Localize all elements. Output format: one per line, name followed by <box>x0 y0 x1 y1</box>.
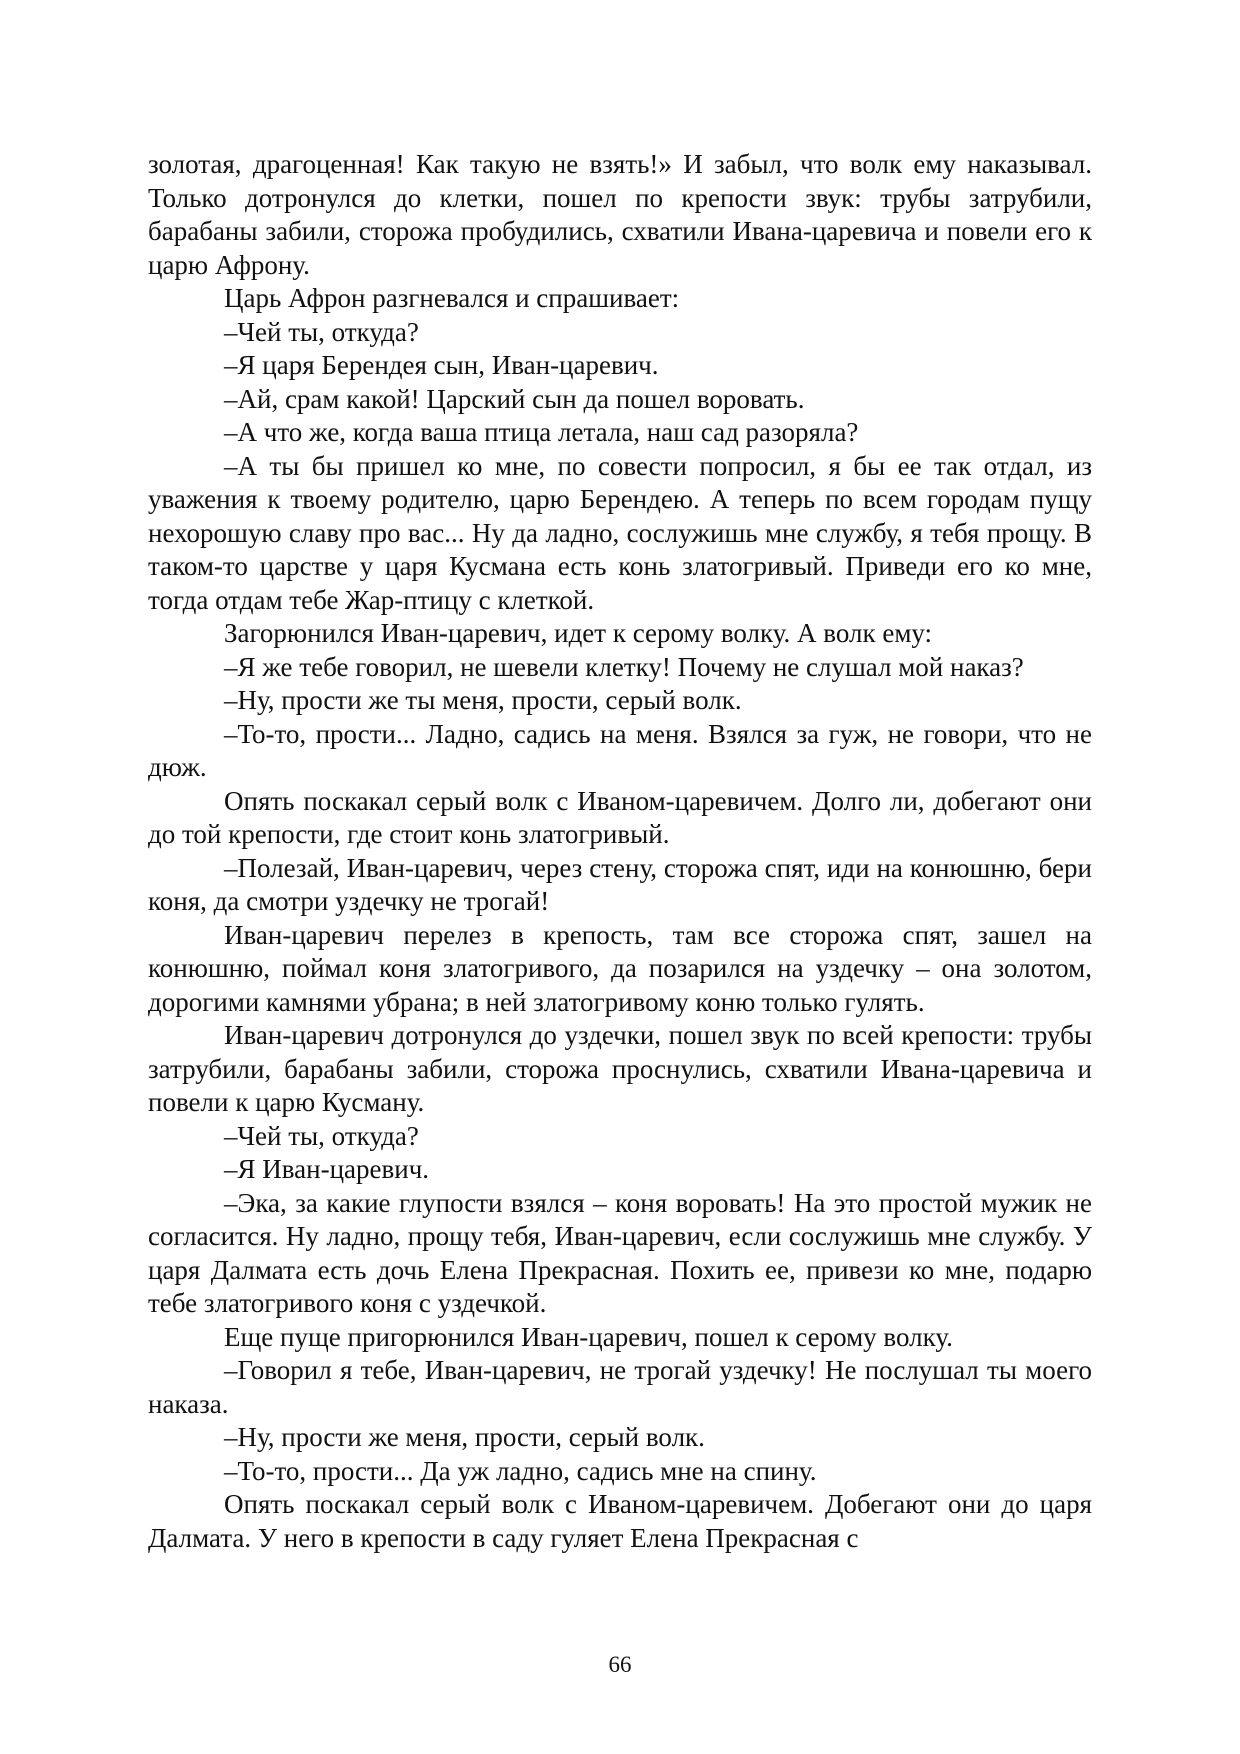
paragraph: –Ай, срам какой! Царский сын да пошел воровать. <box>224 383 805 414</box>
paragraph: Загорюнился Иван-царевич, идет к серому волку. А волк ему: <box>224 618 933 648</box>
paragraph: –Полезай, Иван-царевич, через стену, сторожа спят, иди на конюшню, бери коня, да смотри уздечку не трогай! <box>148 852 1092 916</box>
paragraph: –Я же тебе говорил, не шевели клетку! Почему не слушал мой наказ? <box>224 651 1024 682</box>
paragraph: Царь Афрон разгневался и спрашивает: <box>224 283 680 313</box>
paragraph: –Чей ты, откуда? <box>224 1120 419 1151</box>
paragraph: –Чей ты, откуда? <box>224 316 419 347</box>
paragraph: –А что же, когда ваша птица летала, наш сад разоряла? <box>224 417 859 447</box>
paragraph: –А ты бы пришел ко мне, по совести попросил, я бы ее так отдал, из уважения к твоему родителю, царю Берендею. А теперь по всем городам пущу нехорошую славу про вас... Ну да ладно, сослужишь мне службу, я тебя прощу. В таком-то царстве у царя Кусмана есть конь златогривый. Приведи его ко мне, тогда отдам тебе Жар-птицу с клеткой. <box>148 450 1092 615</box>
paragraph: –Эка, за какие глупости взялся – коня воровать! На это простой мужик не согласится. Ну ладно, прощу тебя, Иван-царевич, если сослужишь мне службу. У царя Далмата есть дочь Елена Прекрасная. Похить ее, привези ко мне, подарю тебе златогривого коня с уздечкой. <box>148 1187 1092 1318</box>
paragraph: –Я Иван-царевич. <box>224 1154 430 1184</box>
paragraph: Иван-царевич перелез в крепость, там все сторожа спят, зашел на конюшню, поймал коня златогривого, да позарился на уздечку – она золотом, дорогими камнями убрана; в ней златогривому коню только гулять. <box>148 919 1092 1017</box>
paragraph: Иван-царевич дотронулся до уздечки, пошел звук по всей крепости: трубы затрубили, барабаны забили, сторожа проснулись, схватили Ивана-царевича и повели к царю Кусману. <box>148 1020 1092 1117</box>
paragraph: –Ну, прости же ты меня, прости, серый волк. <box>224 685 742 715</box>
paragraph: Еще пуще пригорюнился Иван-царевич, пошел к серому волку. <box>224 1321 953 1352</box>
paragraph: –Я царя Берендея сын, Иван-царевич. <box>224 350 659 380</box>
paragraph: Опять поскакал серый волк с Иваном-царевичем. Добегают они до царя Далмата. У него в крепости в саду гуляет Елена Прекрасная с <box>148 1489 1092 1553</box>
paragraph: –То-то, прости... Да уж ладно, садись мне на спину. <box>224 1455 817 1486</box>
paragraph: –Ну, прости же меня, прости, серый волк. <box>224 1422 705 1452</box>
body-text <box>148 148 1092 1555</box>
page-number: 66 <box>608 1652 632 1677</box>
paragraph: золотая, драгоценная! Как такую не взять!» И забыл, что волк ему наказывал. Только дотронулся до клетки, пошел по крепости звук: трубы затрубили, барабаны забили, сторожа пробудились, схватили Ивана-царевича и повели его к царю Афрону. <box>148 149 1092 280</box>
paragraph: Опять поскакал серый волк с Иваном-царевичем. Долго ли, добегают они до той крепости, где стоит конь златогривый. <box>148 785 1092 849</box>
paragraph: –Говорил я тебе, Иван-царевич, не трогай уздечку! Не послушал ты моего наказа. <box>148 1355 1092 1419</box>
paragraph: –То-то, прости... Ладно, садись на меня. Взялся за гуж, не говори, что не дюж. <box>148 718 1092 782</box>
